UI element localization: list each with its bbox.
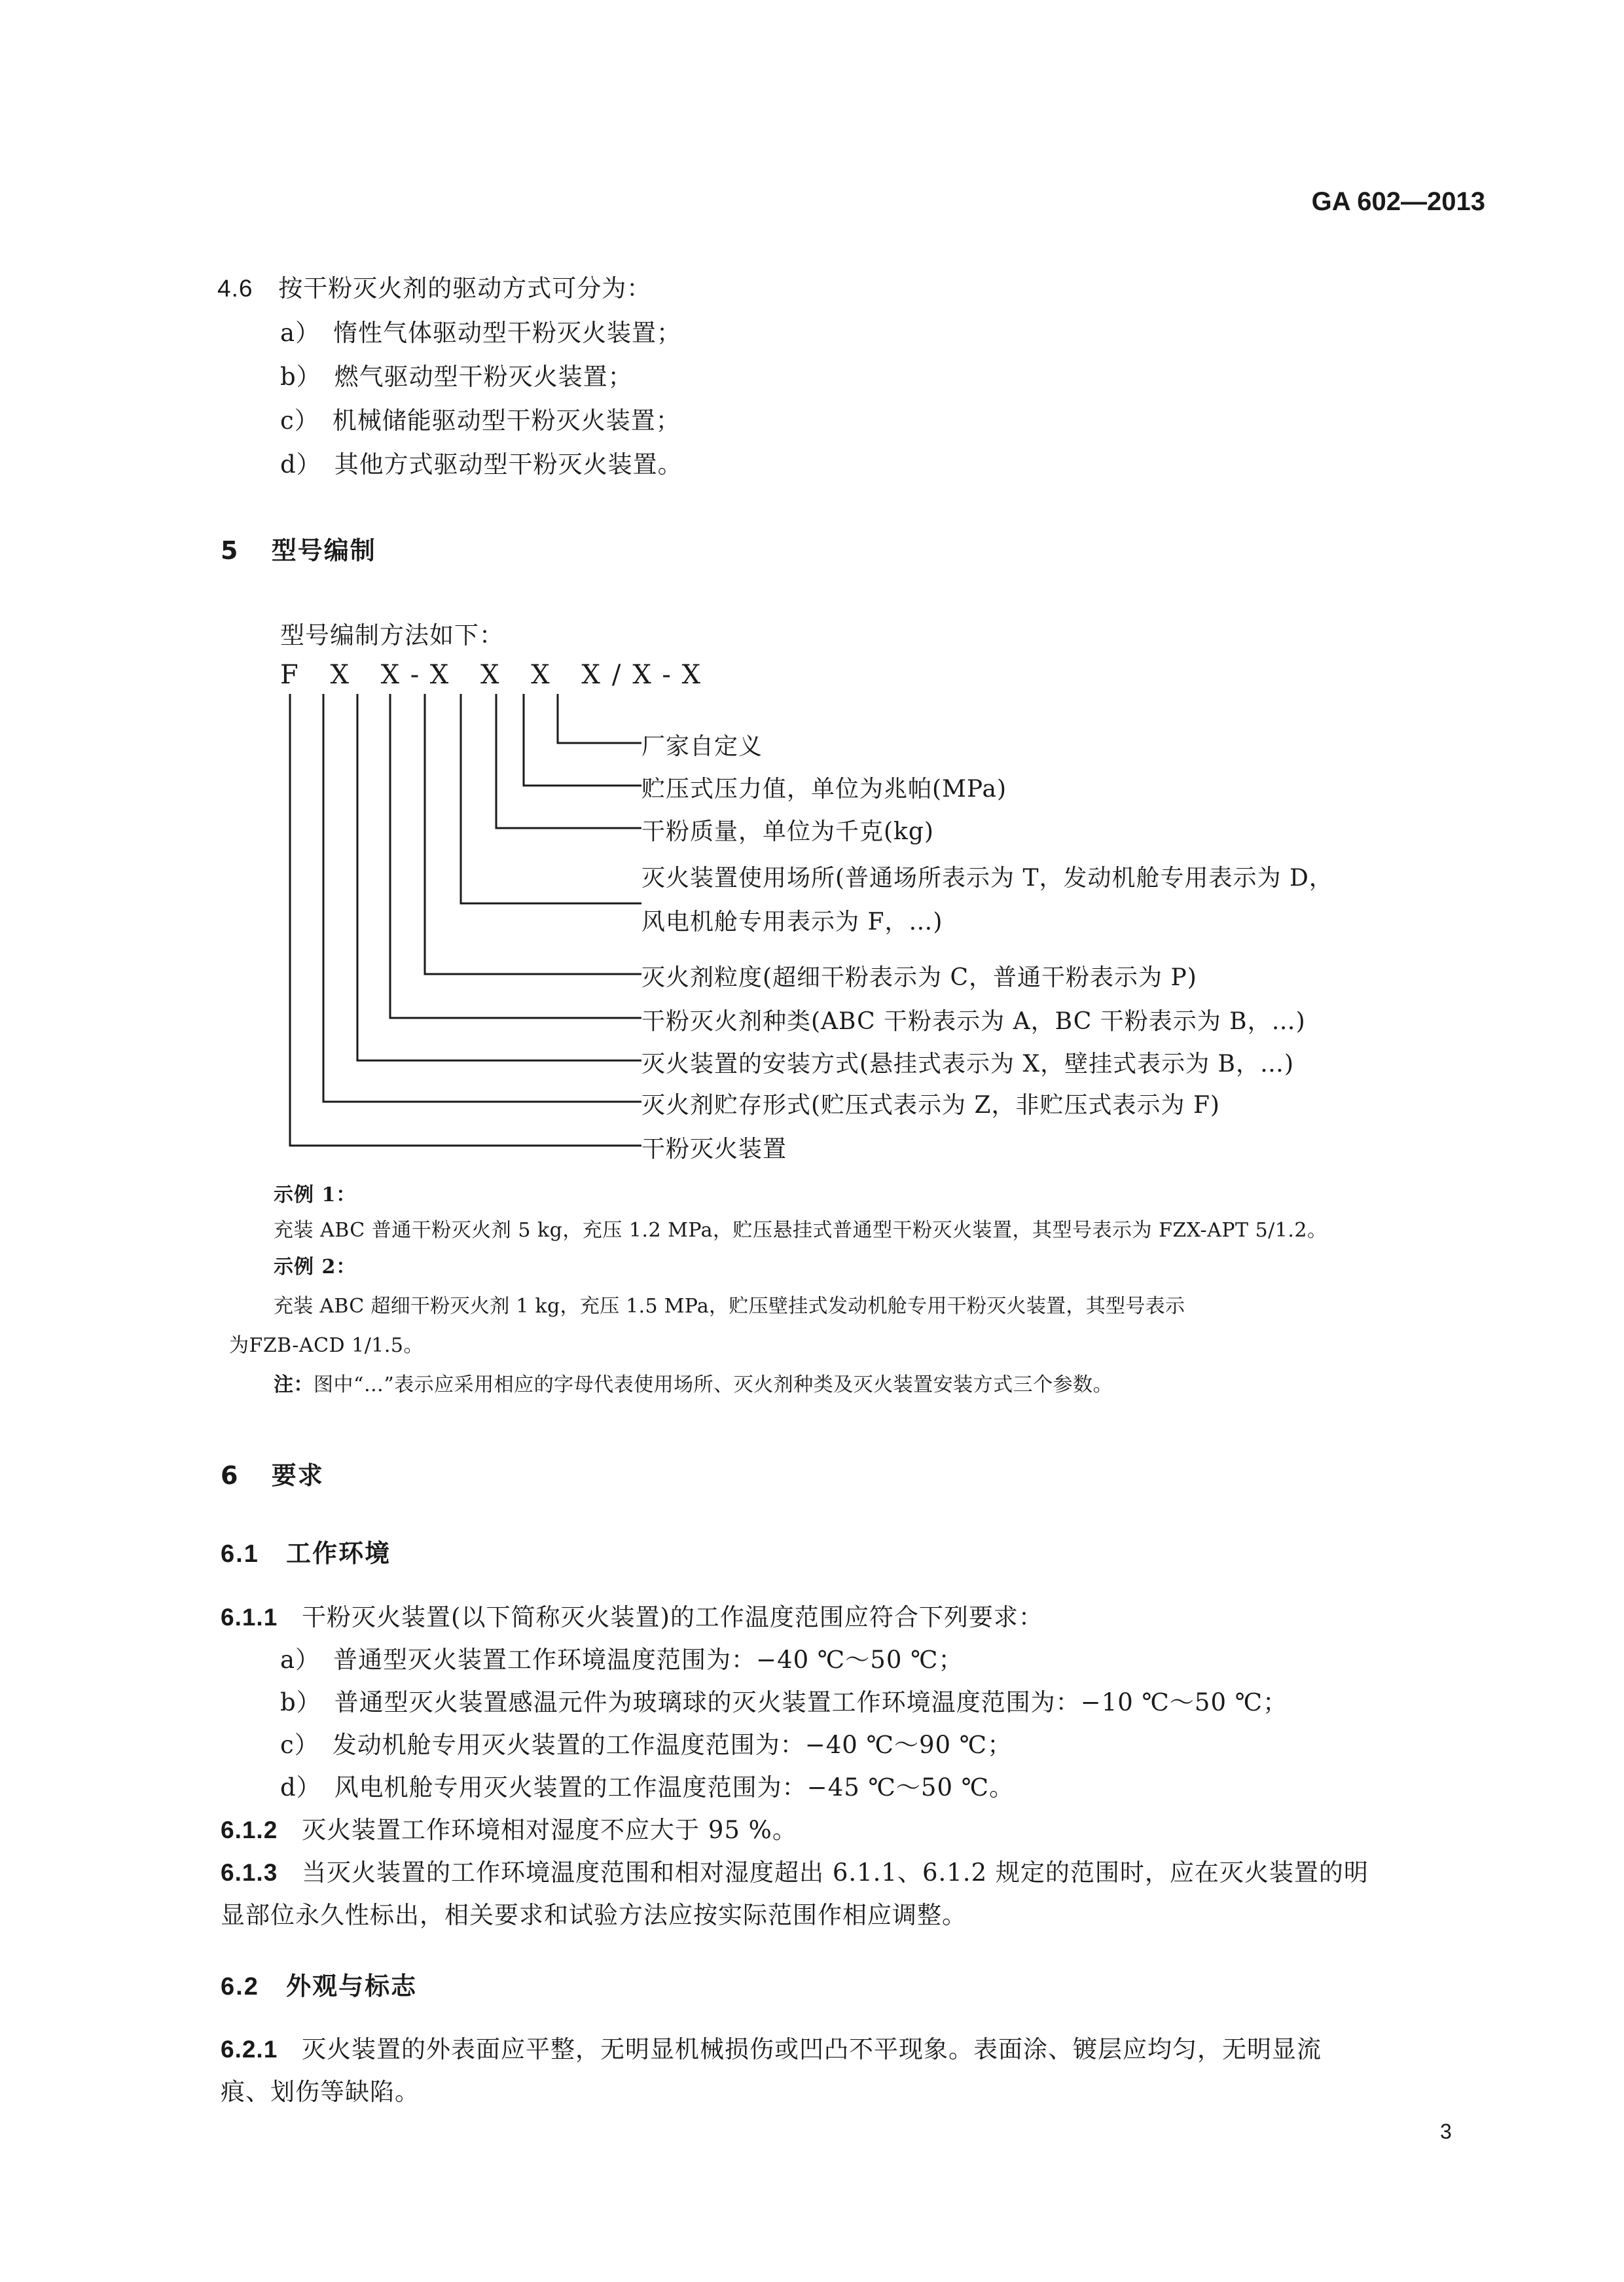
section-number: 5 <box>221 536 240 565</box>
item-label: c） <box>280 407 319 435</box>
list-item <box>280 1725 1012 1760</box>
item-text: 普通型灭火装置感温元件为玻璃球的灭火装置工作环境温度范围为：−10 ℃～50 ℃； <box>334 1688 1288 1716</box>
section-title: 工作环境 <box>286 1539 391 1568</box>
section-number: 6.1 <box>221 1540 259 1568</box>
section-number: 4.6 <box>217 275 253 302</box>
label-location: 灭火装置使用场所(普通场所表示为 T，发动机舱专用表示为 D， <box>641 865 1333 892</box>
example-2-line1: 充装 ABC 超细干粉灭火剂 1 kg，充压 1.5 MPa，贮压壁挂式发动机舱专用干粉灭火装置，其型号表示 <box>274 1295 1185 1318</box>
list-item <box>280 1682 1288 1718</box>
label-mass: 干粉质量，单位为千克(kg) <box>641 818 934 845</box>
label-agent-type: 干粉灭火剂种类(ABC 干粉表示为 A，BC 干粉表示为 B，…) <box>641 1008 1306 1035</box>
figure-note <box>274 1368 1113 1397</box>
example-2-line2: 为FZB-ACD 1/1.5。 <box>229 1334 424 1357</box>
page-number: 3 <box>1440 2120 1452 2143</box>
connector-line <box>290 694 641 1146</box>
connector-line <box>323 694 641 1102</box>
list-item <box>280 1640 964 1675</box>
label-mounting: 灭火装置的安装方式(悬挂式表示为 X，壁挂式表示为 B，…) <box>641 1051 1295 1078</box>
item-text: 惰性气体驱动型干粉灭火装置； <box>333 319 682 347</box>
clause-6-1-3-cont: 显部位永久性标出，相关要求和试验方法应按实际范围作相应调整。 <box>221 1901 967 1929</box>
connector-line <box>357 694 641 1060</box>
section-title: 型号编制 <box>271 536 376 565</box>
connector-line <box>425 694 641 974</box>
item-text: 燃气驱动型干粉灭火装置； <box>334 363 633 391</box>
clause-text: 干粉灭火装置(以下简称灭火装置)的工作温度范围应符合下列要求： <box>302 1603 1043 1631</box>
model-code: F X X-X X X X/X-X <box>280 660 712 690</box>
clause-6-2-1-cont: 痕、划伤等缺陷。 <box>221 2078 420 2106</box>
clause-6-1-1 <box>221 1597 1043 1633</box>
section-title: 按干粉灭火剂的驱动方式可分为： <box>278 274 652 302</box>
note-label: 注： <box>274 1373 314 1396</box>
connector-line <box>524 694 641 786</box>
clause-text: 灭火装置的外表面应平整，无明显机械损伤或凹凸不平现象。表面涂、镀层应均匀，无明显流 <box>302 2035 1322 2063</box>
section-title: 要求 <box>271 1461 324 1490</box>
item-label: d） <box>280 450 321 479</box>
item-label: a） <box>280 1646 321 1674</box>
example-1-text: 充装 ABC 普通干粉灭火剂 5 kg，充压 1.2 MPa，贮压悬挂式普通型干粉灭火装置，其型号表示为 FZX-APT 5/1.2。 <box>274 1219 1327 1242</box>
connector-line <box>558 694 641 743</box>
item-text: 普通型灭火装置工作环境温度范围为：−40 ℃～50 ℃； <box>333 1646 964 1674</box>
example-1-title: 示例 1： <box>274 1184 357 1206</box>
label-device: 干粉灭火装置 <box>641 1136 787 1163</box>
label-pressure: 贮压式压力值，单位为兆帕(MPa) <box>641 776 1007 803</box>
item-text: 其他方式驱动型干粉灭火装置。 <box>334 450 683 479</box>
clause-number: 6.1.1 <box>221 1604 278 1631</box>
label-location-cont: 风电机舱专用表示为 F，…) <box>641 909 943 935</box>
connector-line <box>496 694 641 828</box>
item-label: d） <box>280 1773 321 1802</box>
section-6-heading <box>221 1455 324 1491</box>
item-label: a） <box>280 319 321 347</box>
model-intro: 型号编制方法如下： <box>280 621 504 649</box>
connector-line <box>461 694 641 903</box>
clause-number: 6.2.1 <box>221 2036 278 2063</box>
example-2-title: 示例 2： <box>274 1256 357 1278</box>
section-6-2-heading <box>221 1966 417 2002</box>
clause-number: 6.1.2 <box>221 1817 278 1843</box>
label-manufacturer: 厂家自定义 <box>641 733 763 760</box>
note-text: 图中“…”表示应采用相应的字母代表使用场所、灭火剂种类及灭火装置安装方式三个参数。 <box>314 1373 1113 1396</box>
section-title: 外观与标志 <box>286 1972 418 2001</box>
item-text: 机械储能驱动型干粉灭火装置； <box>332 407 681 435</box>
clause-number: 6.1.3 <box>221 1859 278 1886</box>
standard-number: GA 602—2013 <box>1311 187 1485 216</box>
clause-text: 当灭火装置的工作环境温度范围和相对湿度超出 6.1.1、6.1.2 规定的范围时，应在灭火装置的明 <box>302 1858 1369 1887</box>
section-number: 6 <box>221 1461 240 1490</box>
item-text: 风电机舱专用灭火装置的工作温度范围为：−45 ℃～50 ℃。 <box>334 1773 1015 1802</box>
item-label: b） <box>280 1688 321 1716</box>
clause-text: 灭火装置工作环境相对湿度不应大于 95 %。 <box>302 1816 797 1844</box>
item-label: b） <box>280 363 321 391</box>
clause-6-2-1 <box>221 2029 1322 2065</box>
label-particle-size: 灭火剂粒度(超细干粉表示为 C，普通干粉表示为 P) <box>641 964 1197 991</box>
section-number: 6.2 <box>221 1973 259 2001</box>
list-item <box>280 1767 1014 1803</box>
label-storage: 灭火剂贮存形式(贮压式表示为 Z，非贮压式表示为 F) <box>641 1092 1220 1119</box>
clause-6-1-2 <box>221 1810 797 1845</box>
clause-6-1-3 <box>221 1853 1369 1888</box>
section-6-1-heading <box>221 1533 391 1569</box>
item-text: 发动机舱专用灭火装置的工作温度范围为：−40 ℃～90 ℃； <box>332 1731 1013 1759</box>
item-label: c） <box>280 1731 319 1759</box>
